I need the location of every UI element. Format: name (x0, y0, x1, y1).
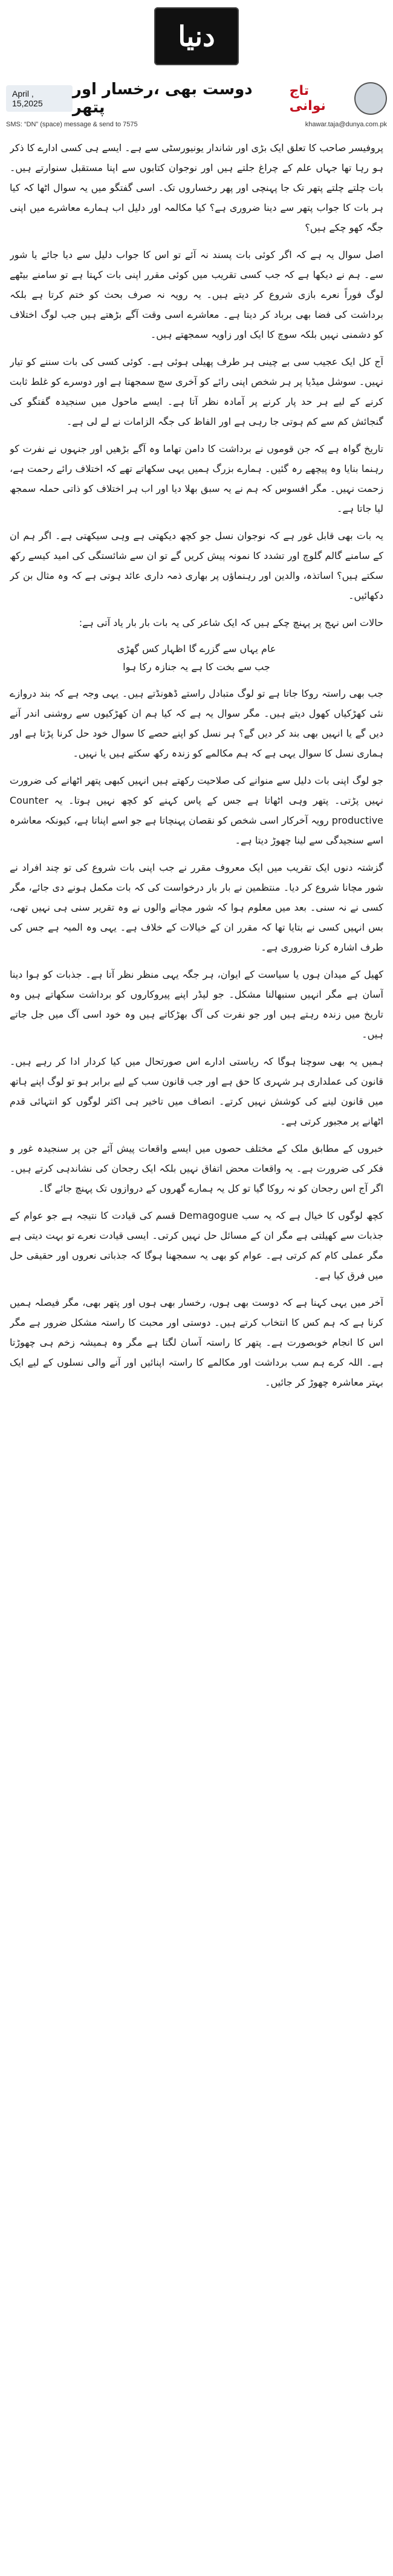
article-header (6, 80, 387, 117)
paragraph: حالات اس نہج پر پہنچ چکے ہیں کہ ایک شاعر کی یہ بات بار بار یاد آتی ہے: (79, 617, 383, 628)
newspaper-logo (154, 7, 239, 65)
contact-strip (6, 121, 387, 131)
paragraph: جب بھی راستہ روکا جاتا ہے تو لوگ متبادل راستے ڈھونڈتے ہیں۔ یہی وجہ ہے کہ بند دروازے نئی کھڑکیاں کھول دیتے ہیں۔ مگر سوال یہ ہے کہ کیا ہم ان کھڑکیوں سے روشنی اندر آنے دیں گے یا انہیں بھی بند کر دیں گے؟ ہر نسل کو اپنے حصے کا سوال خود حل کرنا پڑتا ہے اور ہماری نسل کا سوال یہی ہے کہ ہم مکالمے کو زندہ رکھ سکتے ہیں یا نہیں۔ (10, 688, 383, 759)
author-name: تاج نوانی (289, 83, 326, 114)
masthead (0, 0, 393, 73)
paragraphs-after (10, 683, 383, 1392)
article-date: April , 15,2025 (6, 85, 73, 112)
logo-text: دنیا (178, 20, 215, 53)
paragraph: تاریخ گواہ ہے کہ جن قوموں نے برداشت کا دامن تھاما وہ آگے بڑھیں اور جنہوں نے نفرت کو رہنما بنایا وہ پیچھے رہ گئیں۔ ہمارے بزرگ ہمیں یہی سکھاتے تھے کہ اختلاف رائے رحمت ہے، زحمت نہیں۔ مگر افسوس کہ ہم نے یہ سبق بھلا دیا اور اب ہر اختلاف کو ذاتی حملہ سمجھ لیا جاتا ہے۔ (10, 443, 383, 514)
paragraph: یہ بات بھی قابل غور ہے کہ نوجوان نسل جو کچھ دیکھتی ہے وہی سیکھتی ہے۔ اگر ہم ان کے سامنے گالم گلوچ اور تشدد کا نمونہ پیش کریں گے تو ان سے شائستگی کی امید کیسے رکھ سکتے ہیں؟ اساتذہ، والدین اور رہنماؤں پر بھاری ذمہ داری عائد ہوتی ہے کہ وہ مثال بن کر دکھائیں۔ (10, 530, 383, 601)
article-body (10, 138, 383, 2549)
paragraph: کھیل کے میدان ہوں یا سیاست کے ایوان، ہر جگہ یہی منظر نظر آتا ہے۔ جذبات کو ہوا دینا آسان ہے مگر انہیں سنبھالنا مشکل۔ جو لیڈر اپنے پیروکاروں کو برداشت سکھاتے ہیں وہ تاریخ میں زندہ رہتے ہیں اور جو نفرت کی آگ بھڑکاتے ہیں وہ خود اسی آگ میں جل جاتے ہیں۔ (10, 969, 383, 1040)
paragraph: آج کل ایک عجیب سی بے چینی ہر طرف پھیلی ہوئی ہے۔ کوئی کسی کی بات سننے کو تیار نہیں۔ سوشل میڈیا پر ہر شخص اپنی رائے کو آخری سچ سمجھتا ہے اور دوسرے کو غلط ثابت کرنے کے لیے ہر حد پار کرنے پر آمادہ نظر آتا ہے۔ ایسے ماحول میں سنجیدہ گفتگو کی گنجائش کم سے کم ہوتی جا رہی ہے اور الفاظ کی جگہ الزامات نے لے لی ہے۔ (10, 356, 383, 427)
paragraph: کچھ لوگوں کا خیال ہے کہ یہ سب Demagogue قسم کی قیادت کا نتیجہ ہے جو عوام کے جذبات سے کھیلتی ہے مگر ان کے مسائل حل نہیں کرتی۔ ایسی قیادت نعرے تو بہت دیتی ہے مگر عملی کام کم کرتی ہے۔ عوام کو بھی یہ سمجھنا ہوگا کہ جذباتی نعروں اور حقیقی حل میں فرق کیا ہے۔ (10, 1210, 383, 1281)
paragraph: پروفیسر صاحب کا تعلق ایک بڑی اور شاندار یونیورسٹی سے ہے۔ ایسے ہی کسی ادارے کا ذکر ہو رہا تھا جہاں علم کے چراغ جلتے ہیں اور نوجوان کتابوں سے اپنا مستقبل سنوارتے ہیں۔ بات چلتے چلتے پتھر تک جا پہنچی اور پھر رخساروں تک۔ اسی گفتگو میں یہ سوال اٹھا کہ کیا ہر بات کا جواب پتھر سے دینا ضروری ہے؟ کیا مکالمہ اور دلیل اب ہمارے معاشرے میں اپنی جگہ کھو چکے ہیں؟ (10, 142, 383, 233)
author-block (290, 82, 387, 115)
poem (10, 640, 383, 676)
author-avatar (354, 82, 387, 115)
poem-line: عام یہاں سے گزرے گا اظہار کس گھڑی (117, 643, 276, 654)
poem-line: جب سے بخت کا ہے یہ جنازہ رکا ہوا (123, 661, 270, 673)
paragraph: خبروں کے مطابق ملک کے مختلف حصوں میں ایسے واقعات پیش آئے جن پر سنجیدہ غور و فکر کی ضرورت ہے۔ یہ واقعات محض اتفاق نہیں بلکہ ایک رجحان کی نشاندہی کرتے ہیں۔ اگر آج اس رجحان کو نہ روکا گیا تو کل یہ ہمارے گھروں کے دروازوں تک پہنچ جائے گا۔ (10, 1143, 383, 1194)
sms-info: SMS: “DN” (space) message & send to 7575 (6, 121, 138, 128)
email-info: khawar.taja@dunya.com.pk (305, 121, 387, 128)
paragraph: ہمیں یہ بھی سوچنا ہوگا کہ ریاستی ادارے اس صورتحال میں کیا کردار ادا کر رہے ہیں۔ قانون کی عملداری ہر شہری کا حق ہے اور جب قانون سب کے لیے برابر ہو تو لوگ اپنے ہاتھ میں قانون لینے کی کوشش نہیں کرتے۔ انصاف میں تاخیر ہی اکثر لوگوں کو انتہائی قدم اٹھانے پر مجبور کرتی ہے۔ (10, 1056, 383, 1127)
paragraph: آخر میں یہی کہنا ہے کہ دوست بھی ہوں، رخسار بھی ہوں اور پتھر بھی، مگر فیصلہ ہمیں کرنا ہے کہ ہم کس کا انتخاب کرتے ہیں۔ دوستی اور محبت کا راستہ مشکل ضرور ہے مگر اس کا انجام خوبصورت ہے۔ پتھر کا راستہ آسان لگتا ہے مگر وہ ہمیشہ زخم ہی چھوڑتا ہے۔ اللہ کرے ہم سب برداشت اور مکالمے کا راستہ اپنائیں اور آنے والی نسلوں کے لیے ایک بہتر معاشرہ چھوڑ کر جائیں۔ (10, 1297, 383, 1388)
paragraph: گزشتہ دنوں ایک تقریب میں ایک معروف مقرر نے جب اپنی بات شروع کی تو چند افراد نے شور مچانا شروع کر دیا۔ منتظمین نے بار بار درخواست کی کہ بات مکمل ہونے دی جائے، مگر کسی نے نہ سنی۔ بعد میں معلوم ہوا کہ شور مچانے والوں نے وہ تقریر سنی ہی نہیں تھی، بس انہیں کسی نے بتایا تھا کہ مقرر ان کے خیالات کے خلاف ہے۔ یہی وہ المیہ ہے جس کی طرف اشارہ کرنا ضروری ہے۔ (10, 862, 383, 953)
paragraph: جو لوگ اپنی بات دلیل سے منوانے کی صلاحیت رکھتے ہیں انہیں کبھی پتھر اٹھانے کی ضرورت نہیں پڑتی۔ پتھر وہی اٹھاتا ہے جس کے پاس کہنے کو کچھ نہیں ہوتا۔ یہ Counter productive رویہ آخرکار اسی شخص کو نقصان پہنچاتا ہے جو اسے اپناتا ہے، کیونکہ معاشرہ اسے سنجیدگی سے لینا چھوڑ دیتا ہے۔ (10, 775, 383, 846)
paragraph: اصل سوال یہ ہے کہ اگر کوئی بات پسند نہ آئے تو اس کا جواب دلیل سے دیا جائے یا شور سے۔ ہم نے دیکھا ہے کہ جب کسی تقریب میں کوئی مقرر اپنی بات کہتا ہے تو سامنے بیٹھے لوگ فوراً نعرے بازی شروع کر دیتے ہیں۔ یہ رویہ نہ صرف بحث کو ختم کرتا ہے بلکہ برداشت کی فضا بھی برباد کر دیتا ہے۔ معاشرے اسی وقت آگے بڑھتے ہیں جب لوگ اختلاف کو دشمنی نہیں بلکہ سوچ کا ایک اور زاویہ سمجھتے ہیں۔ (10, 249, 383, 340)
paragraphs-before (10, 138, 383, 633)
article-title: دوست بھی ،رخسار اور پتھر (72, 80, 253, 117)
